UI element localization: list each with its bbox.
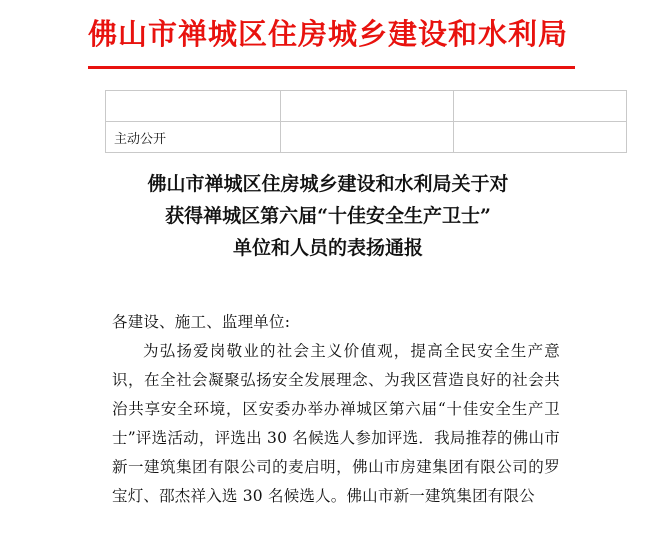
table-cell <box>281 91 454 122</box>
table-cell <box>454 122 627 153</box>
document-header <box>0 14 656 54</box>
disclosure-type-cell: 主动公开 <box>106 122 281 153</box>
metadata-table <box>105 90 627 153</box>
table-cell <box>106 91 281 122</box>
document-body <box>112 308 560 511</box>
page-title-line: 单位和人员的表扬通报 <box>232 237 423 259</box>
page-title <box>78 168 578 264</box>
table-row <box>106 91 627 122</box>
table-row <box>106 122 627 153</box>
table-cell <box>281 122 454 153</box>
issuing-authority-title: 佛山市禅城区住房城乡建设和水利局 <box>87 17 568 51</box>
page-title-line: 获得禅城区第六届“十佳安全生产卫士” <box>165 205 491 227</box>
body-paragraph: 为弘扬爱岗敬业的社会主义价值观，提高全民安全生产意识，在全社会凝聚弘扬安全发展理念、为我区营造良好的社会共治共享安全环境，区安委办举办禅城区第六届“十佳安全生产卫士”评选活动，评选出 30 名候选人参加评选．我局推荐的佛山市新一建筑集团有限公司的麦启明，佛山市房建集团有限公司的罗宝灯、邵杰祥入选 30 名候选人。佛山市新一建筑集团有限公 <box>112 342 560 505</box>
salutation-text: 各建设、施工、监理单位: <box>112 313 291 331</box>
page-title-line: 佛山市禅城区住房城乡建设和水利局关于对 <box>147 173 509 195</box>
table-cell <box>454 91 627 122</box>
header-red-divider <box>88 66 575 69</box>
